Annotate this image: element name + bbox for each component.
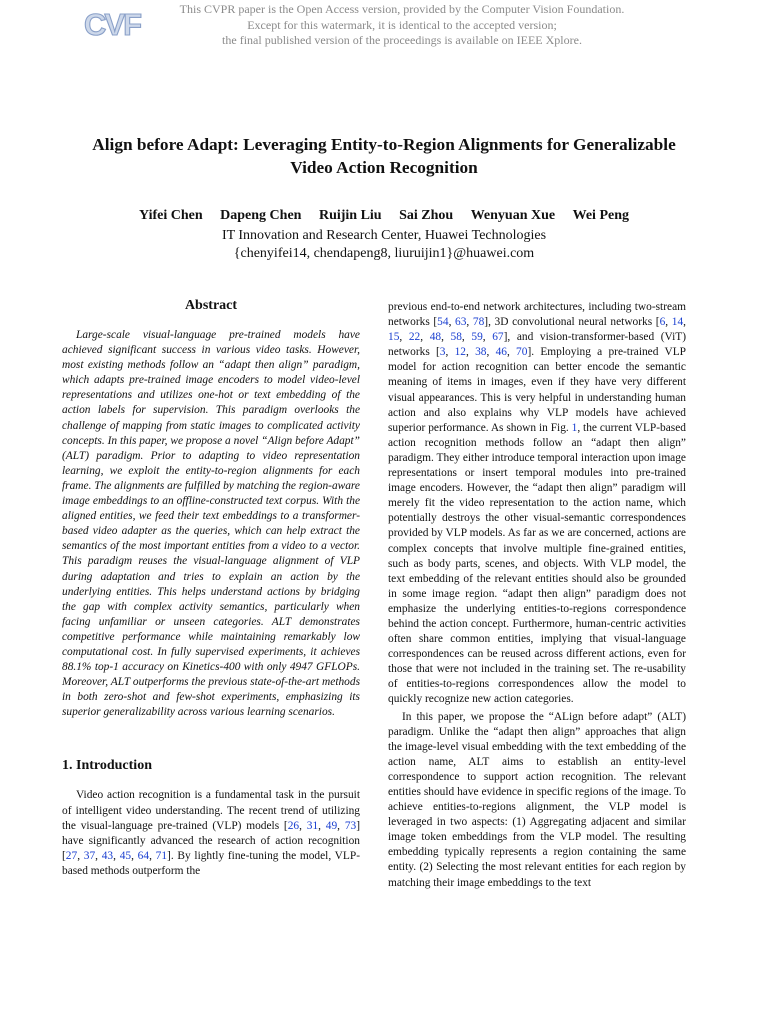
introduction-heading: 1. Introduction — [62, 758, 152, 774]
watermark-line: This CVPR paper is the Open Access version, provided by the Computer Vision Foundation. — [179, 2, 625, 16]
author-name: Yifei Chen — [139, 208, 203, 223]
intro-paragraph: In this paper, we propose the “ALign before adapt” (ALT) paradigm. Unlike the “adapt then align” approaches that align the image-level visual embedding with the text embedding of the action name, ALT aims to establish an entity-level correspondence to support action recognition. The relevant entities should have evidence in specific regions of the image. To achieve entities-to-regions alignment, the VLP model is leveraged in two aspects: (1) Aggregating adjacent and similar image token embeddings from the VLP model. The resulting embedding typically represents a region containing the same entity. (2) Selecting the most relevant entities for each region by matching their image embeddings to the text — [388, 710, 686, 889]
author-name: Sai Zhou — [399, 208, 454, 223]
citation-link[interactable]: 22 — [408, 331, 421, 344]
author-name: Dapeng Chen — [220, 208, 302, 223]
citation-link[interactable]: 73 — [344, 819, 357, 832]
affiliation: IT Innovation and Research Center, Huawei Technologies — [221, 228, 547, 243]
abstract-text: Large-scale visual-language pre-trained models have achieved significant success in various video tasks. However, most existing methods follow an “adapt then align” paradigm, which adapts pre-trained image encoders to model video-level representations and utilizes one-hot or text embedding of the action labels for supervision. This paradigm overlooks the challenge of mapping from static images to complicated activity concepts. In this paper, we propose a novel “Align before Adapt” (ALT) paradigm. Prior to adapting to video representation learning, we exploit the entity-to-region alignments for each frame. The alignments are fulfilled by matching the region-aware image embeddings to an offline-constructed text corpus. With the aligned entities, we feed their text embeddings to a transformer-based video adapter as the queries, which can help extract the semantics of the most important entities from a video to a vector. This paradigm reuses the visual-language alignment of VLP during adaptation and tries to explain an action by the underlying entities. This helps understand actions by bridging the gap with complex activity semantics, particularly when facing unfamiliar or unseen categories. ALT demonstrates competitive performance while maintaining remarkably low computational cost. In fully supervised experiments, it achieves 88.1% top-1 accuracy on Kinetics-400 with only 4947 GFLOPs. Moreover, ALT outperforms the previous state-of-the-art methods in both zero-shot and few-shot experiments, emphasizing its superior generalizability across various learning scenarios. — [62, 329, 360, 719]
cvf-logo-text: CVF — [84, 7, 140, 42]
citation-link[interactable]: 49 — [325, 819, 338, 832]
citation-link[interactable]: 3 — [439, 346, 446, 359]
citation-link[interactable]: 54 — [437, 316, 449, 329]
author-name: Ruijin Liu — [318, 208, 382, 223]
author-name: Wenyuan Xue — [470, 208, 556, 223]
citation-link[interactable]: 70 — [516, 346, 528, 359]
citation-link[interactable]: 59 — [471, 331, 483, 344]
citation-link[interactable]: 48 — [429, 331, 442, 344]
watermark-line: the final published version of the proceedings is available on IEEE Xplore. — [222, 33, 582, 47]
citation-link[interactable]: 45 — [119, 849, 132, 862]
author-emails: {chenyifei14, chendapeng8, liuruijin1}@huawei.com — [233, 246, 535, 261]
intro-paragraph-continued: previous end-to-end network architectures, including two-stream networks [54, 63, 78], 3D convolutional neural networks [6, 14, 15, 22, 48, 58, 59, 67], and vision-transformer-based (ViT) networks [3, 12, 38, 46, 70]. Employing a pre-trained VLP model for action recognition can better encode the semantic meaning of items in images, even if they have very different visual appearances. This is very helpful in understanding human action and also explains why VLP models have achieved superior performance. As shown in Fig. 1, the current VLP-based action recognition methods follow an “adapt then align” paradigm. They either introduce temporal interaction upon image representations or insert temporal modules into pre-trained image encoders. However, the “adapt then align” paradigm will merely fit the video representation to the action name, which potentially destroys the other visual-semantic correspondences provided by VLP models. As far as we are concerned, actions are complex concepts that involve multiple fine-grained entities, such as body parts, scenes, and objects. With VLP model, the text embedding of the relevant entities should also be grounded in some image region. “adapt then align” paradigm does not emphasize the underlying entities-to-regions correspondence behind the action concept. Furthermore, human-centric activities often share common entities, implying that visual-language correspondences can be reused across different actions, even for those that were not included in the training set. The re-usability of entities-to-regions correspondences allow the model to quickly recognize new action categories. — [388, 301, 687, 706]
citation-link[interactable]: 71 — [155, 849, 168, 862]
intro-paragraph: Video action recognition is a fundamental task in the pursuit of intelligent video understanding. The recent trend of utilizing the visual-language pre-trained (VLP) models [26, 31, 49, 73] have significantly advanced the research of action recognition [27, 37, 43, 45, 64, 71]. By lightly fine-tuning the model, VLP-based methods outperform the — [62, 789, 360, 877]
author-list — [30, 208, 738, 224]
watermark-line: Except for this watermark, it is identical to the accepted version; — [247, 17, 557, 32]
title-line: Video Action Recognition — [290, 158, 478, 177]
right-column — [388, 300, 686, 891]
citation-link[interactable]: 64 — [137, 849, 150, 862]
citation-link[interactable]: 37 — [83, 849, 96, 862]
citation-link[interactable]: 12 — [454, 346, 466, 359]
citation-link[interactable]: 67 — [492, 331, 504, 344]
paper-title — [30, 133, 738, 179]
affiliation-block — [30, 227, 738, 263]
title-line: Align before Adapt: Leveraging Entity-to-Region Alignments for Generalizable — [92, 135, 676, 154]
citation-link[interactable]: 26 — [287, 819, 300, 832]
abstract-heading: Abstract — [184, 298, 238, 313]
citation-link[interactable]: 6 — [659, 316, 666, 329]
citation-link[interactable]: 43 — [101, 849, 114, 862]
citation-link[interactable]: 58 — [450, 331, 462, 344]
citation-link[interactable]: 38 — [475, 346, 487, 359]
citation-link[interactable]: 46 — [495, 346, 507, 359]
citation-link[interactable]: 15 — [388, 331, 400, 344]
open-access-watermark — [160, 2, 644, 49]
citation-link[interactable]: 27 — [65, 849, 78, 862]
cvf-logo-icon — [82, 3, 142, 43]
left-column — [62, 298, 360, 879]
citation-link[interactable]: 31 — [306, 819, 319, 832]
citation-link[interactable]: 63 — [455, 316, 467, 329]
citation-link[interactable]: 78 — [472, 316, 485, 329]
cvf-logo — [82, 3, 142, 43]
citation-link[interactable]: 1 — [571, 421, 578, 434]
citation-link[interactable]: 14 — [671, 316, 684, 329]
author-name: Wei Peng — [572, 208, 629, 223]
